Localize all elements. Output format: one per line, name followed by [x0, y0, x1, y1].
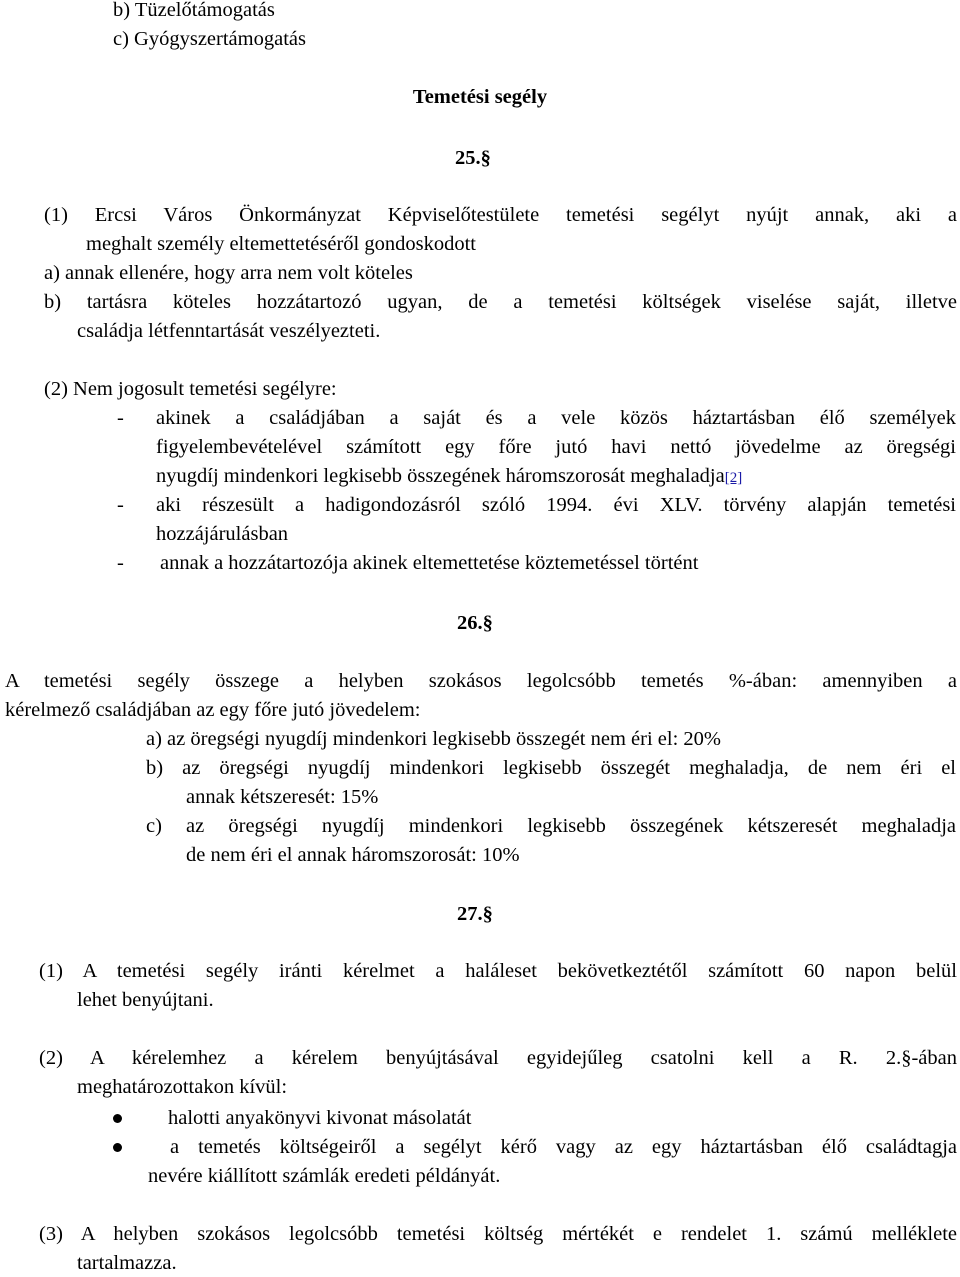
s25-p1-b-line1: b) tartásra köteles hozzátartozó ugyan, de a temetési költségek viselése saját, illetve	[44, 291, 957, 313]
s25-p1-line2: meghalt személy eltemettetéséről gondoskodott	[86, 233, 476, 255]
s26-b-line1: b) az öregségi nyugdíj mindenkori legkisebb összegét meghaladja, de nem éri el	[146, 757, 956, 779]
s25-p2-item1-line2: figyelembevételével számított egy főre jutó havi nettó jövedelme az öregségi	[156, 436, 956, 458]
s25-p2-item1-dash: -	[117, 407, 124, 429]
section-heading: Temetési segély	[412, 86, 548, 108]
s25-p1-a: a) annak ellenére, hogy arra nem volt köteles	[44, 262, 413, 284]
s25-p2-item3-line1: annak a hozzátartozója akinek eltemettetése köztemetéssel történt	[160, 552, 699, 574]
s27-bullet2-line1: a temetés költségeiről a segélyt kérő vagy az egy háztartásban élő családtagja	[170, 1136, 957, 1158]
s26-intro-line2: kérelmező családjában az egy főre jutó jövedelem:	[5, 699, 421, 721]
footnote-link[interactable]: [2]	[724, 470, 743, 486]
s25-p2-item2-dash: -	[117, 494, 124, 516]
bullet-icon	[113, 1143, 122, 1152]
s25-p1-b-line2: családja létfenntartását veszélyezteti.	[77, 320, 381, 342]
s27-p2-line1: (2) A kérelemhez a kérelem benyújtásával egyidejűleg csatolni kell a R. 2.§-ában	[39, 1047, 957, 1069]
list-item-c: c) Gyógyszertámogatás	[113, 28, 306, 50]
list-item-b: b) Tüzelőtámogatás	[113, 0, 275, 21]
s26-c-line1: c) az öregségi nyugdíj mindenkori legkisebb összegének kétszeresét meghaladja	[146, 815, 956, 837]
s26-intro-line1: A temetési segély összege a helyben szokásos legolcsóbb temetés %-ában: amennyiben a	[5, 670, 957, 692]
s27-p2-line2: meghatározottakon kívül:	[77, 1076, 288, 1098]
s27-bullet1: halotti anyakönyvi kivonat másolatát	[168, 1107, 472, 1129]
s27-p3-line1: (3) A helyben szokásos legolcsóbb temetési költség mértékét e rendelet 1. számú melléklete	[39, 1223, 957, 1245]
s25-p2-item2-line1: aki részesült a hadigondozásról szóló 1994. évi XLV. törvény alapján temetési	[156, 494, 956, 516]
s25-p2-intro: (2) Nem jogosult temetési segélyre:	[44, 378, 337, 400]
bullet-icon	[113, 1114, 122, 1123]
s26-b-line2: annak kétszeresét: 15%	[186, 786, 379, 808]
section-26-title: 26.§	[457, 612, 493, 634]
s26-a: a) az öregségi nyugdíj mindenkori legkisebb összegét nem éri el: 20%	[146, 728, 721, 750]
s25-p2-item3-dash: -	[117, 552, 124, 574]
s27-bullet2-line2: nevére kiállított számlák eredeti példányát.	[148, 1165, 501, 1187]
s25-p2-item1-line3	[156, 463, 742, 491]
s27-p1-line1: (1) A temetési segély iránti kérelmet a haláleset bekövetkeztétől számított 60 napon belül	[39, 960, 957, 982]
s25-p2-item2-line2: hozzájárulásban	[156, 523, 289, 545]
section-27-title: 27.§	[457, 903, 493, 925]
s25-p2-item1-line1: akinek a családjában a saját és a vele közös háztartásban élő személyek	[156, 407, 956, 429]
s27-p1-line2: lehet benyújtani.	[77, 989, 214, 1011]
s25-p2-item1-line3-text: nyugdíj mindenkori legkisebb összegének háromszorosát meghaladja	[156, 465, 725, 487]
section-25-title: 25.§	[455, 147, 491, 169]
s26-c-line2: de nem éri el annak háromszorosát: 10%	[186, 844, 520, 866]
s27-p3-line2: tartalmazza.	[77, 1252, 177, 1274]
s25-p1-line1: (1) Ercsi Város Önkormányzat Képviselőtestülete temetési segélyt nyújt annak, aki a	[44, 204, 957, 226]
